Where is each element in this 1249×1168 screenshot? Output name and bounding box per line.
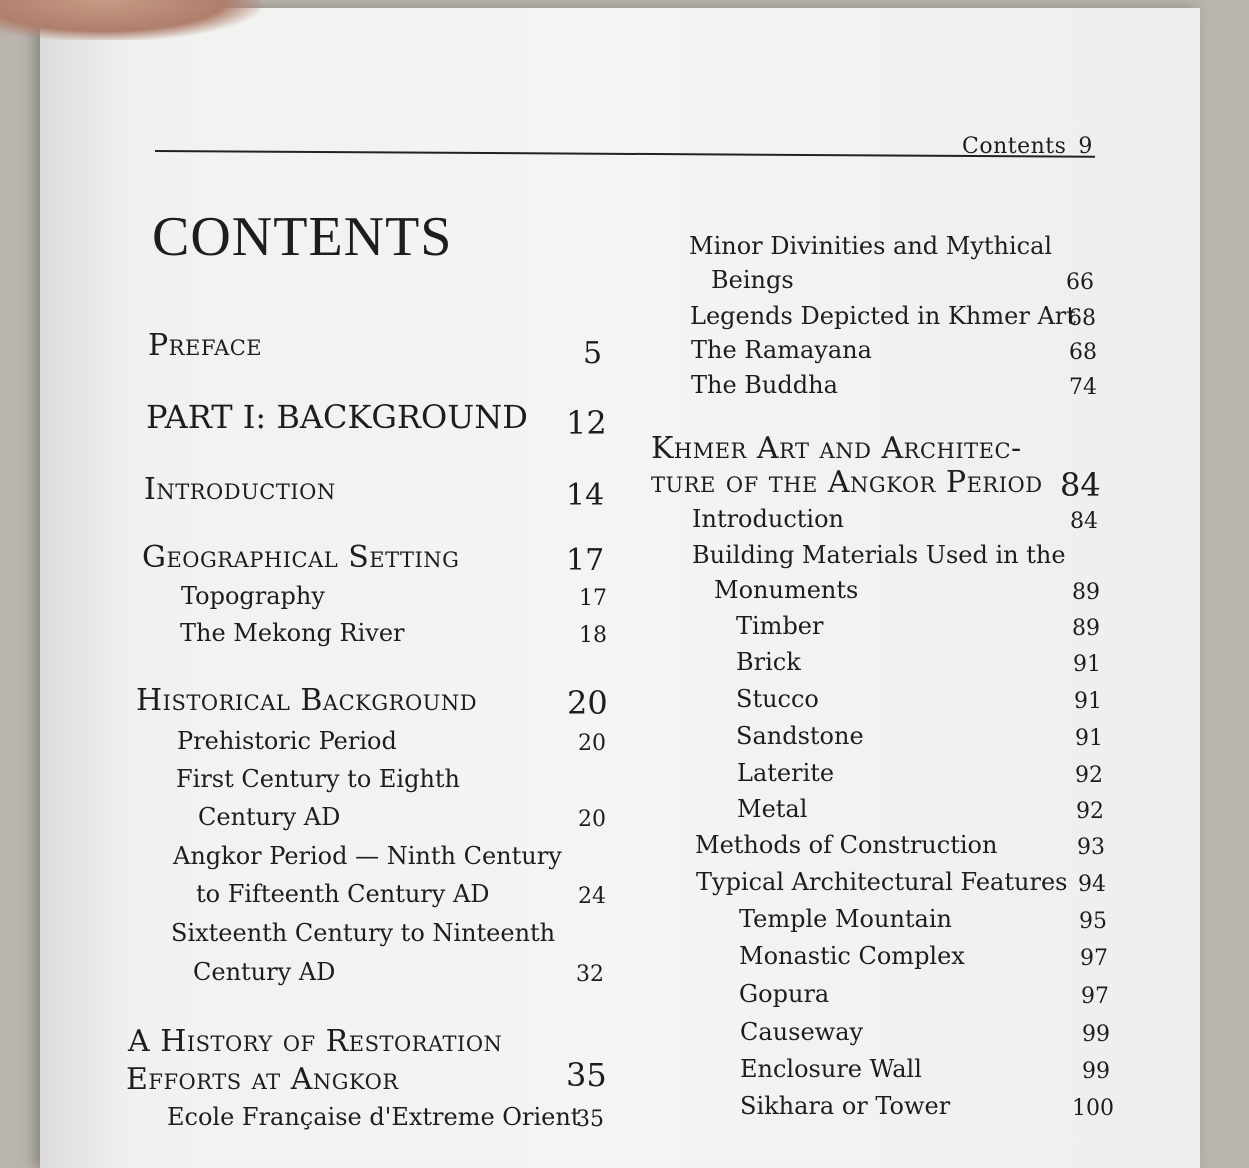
toc-entry-topography: Topography: [181, 582, 325, 610]
toc-entry-temple-mountain: Temple Mountain: [739, 905, 952, 933]
toc-entry-first-century: First Century to Eighth: [176, 765, 461, 793]
toc-entry-mekong-river: The Mekong River: [180, 619, 405, 647]
toc-entry-stucco: Stucco: [736, 685, 819, 713]
toc-entry-part-one: PART I: BACKGROUND: [146, 398, 528, 436]
toc-page-ramayana: 68: [1069, 340, 1097, 365]
toc-page-part-one: 12: [566, 404, 607, 442]
toc-page-efeo: 35: [576, 1107, 604, 1132]
toc-entry-angkor-period: Angkor Period — Ninth Century: [173, 842, 562, 870]
toc-entry-gopura: Gopura: [739, 980, 830, 1008]
toc-page-gopura: 97: [1081, 984, 1109, 1009]
toc-page-mekong-river: 18: [579, 623, 607, 648]
toc-entry-enclosure-wall: Enclosure Wall: [740, 1055, 922, 1083]
toc-entry-ramayana: The Ramayana: [691, 336, 872, 364]
toc-entry-monastic-complex: Monastic Complex: [739, 942, 965, 970]
contents-heading: CONTENTS: [152, 206, 453, 268]
toc-entry-buddha: The Buddha: [691, 371, 838, 399]
toc-page-architectural-features: 94: [1078, 872, 1106, 897]
toc-page-metal: 92: [1076, 799, 1104, 824]
toc-entry-sandstone: Sandstone: [736, 722, 864, 750]
toc-entry-first-century-cont: Century AD: [198, 803, 341, 831]
toc-entry-efeo: Ecole Française d'Extreme Orient: [167, 1103, 581, 1131]
toc-page-enclosure-wall: 99: [1082, 1059, 1110, 1084]
toc-entry-minor-divinities-cont: Beings: [711, 266, 794, 294]
toc-entry-angkor-period-cont: to Fifteenth Century AD: [196, 880, 490, 908]
toc-entry-architectural-features: Typical Architectural Features: [696, 868, 1068, 896]
toc-page-prehistoric-period: 20: [578, 731, 606, 756]
toc-page-sixteenth-century: 32: [576, 962, 604, 987]
toc-page-minor-divinities: 66: [1066, 270, 1094, 295]
toc-entry-sixteenth-century-cont: Century AD: [193, 958, 336, 986]
toc-entry-methods-construction: Methods of Construction: [695, 831, 998, 859]
toc-page-angkor-period: 24: [578, 884, 606, 909]
toc-page-khmer-introduction: 84: [1070, 509, 1098, 534]
toc-entry-building-materials-cont: Monuments: [714, 576, 859, 604]
toc-page-building-materials: 89: [1072, 580, 1100, 605]
toc-entry-geographical-setting: Geographical Setting: [142, 540, 460, 575]
toc-entry-introduction: Introduction: [144, 472, 336, 507]
toc-entry-khmer-art: Khmer Art and Architec-: [651, 431, 1022, 466]
toc-page-first-century: 20: [578, 807, 606, 832]
toc-entry-causeway: Causeway: [740, 1018, 864, 1046]
toc-page-restoration-history: 35: [566, 1056, 607, 1094]
toc-entry-sikhara: Sikhara or Tower: [740, 1092, 951, 1120]
toc-entry-legends: Legends Depicted in Khmer Art: [690, 302, 1076, 330]
toc-entry-preface: Preface: [148, 328, 263, 363]
toc-page-temple-mountain: 95: [1079, 909, 1107, 934]
toc-entry-restoration-history: A History of Restoration: [128, 1024, 503, 1059]
toc-entry-building-materials: Building Materials Used in the: [692, 541, 1066, 569]
toc-entry-brick: Brick: [736, 648, 801, 676]
toc-page-methods-construction: 93: [1077, 835, 1105, 860]
toc-page-historical-background: 20: [567, 684, 608, 722]
thumb: [0, 0, 260, 40]
toc-entry-minor-divinities: Minor Divinities and Mythical: [689, 232, 1053, 260]
running-head-page-number: 9: [1078, 134, 1093, 159]
toc-page-sandstone: 91: [1075, 726, 1103, 751]
toc-page-brick: 91: [1073, 652, 1101, 677]
toc-page-sikhara: 100: [1072, 1096, 1114, 1121]
toc-entry-khmer-introduction: Introduction: [692, 505, 844, 533]
toc-page-monastic-complex: 97: [1080, 946, 1108, 971]
toc-entry-prehistoric-period: Prehistoric Period: [177, 727, 397, 755]
toc-page-geographical-setting: 17: [566, 543, 605, 578]
toc-entry-restoration-history-cont: Efforts at Angkor: [126, 1062, 399, 1097]
toc-entry-khmer-art-cont: ture of the Angkor Period: [651, 465, 1043, 500]
toc-page-khmer-art: 84: [1060, 466, 1101, 504]
toc-entry-metal: Metal: [737, 795, 808, 823]
toc-page-preface: 5: [583, 336, 603, 371]
toc-page-buddha: 74: [1069, 375, 1097, 400]
toc-entry-sixteenth-century: Sixteenth Century to Ninteenth: [171, 919, 556, 947]
toc-page-introduction: 14: [566, 478, 605, 513]
toc-page-timber: 89: [1072, 616, 1100, 641]
toc-page-laterite: 92: [1075, 763, 1103, 788]
toc-page-topography: 17: [579, 586, 607, 611]
toc-page-stucco: 91: [1074, 689, 1102, 714]
toc-page-legends: 68: [1068, 306, 1096, 331]
toc-entry-laterite: Laterite: [737, 759, 835, 787]
toc-entry-historical-background: Historical Background: [136, 683, 478, 718]
toc-page-causeway: 99: [1082, 1022, 1110, 1047]
toc-entry-timber: Timber: [736, 612, 824, 640]
running-head-title: Contents: [962, 134, 1067, 159]
